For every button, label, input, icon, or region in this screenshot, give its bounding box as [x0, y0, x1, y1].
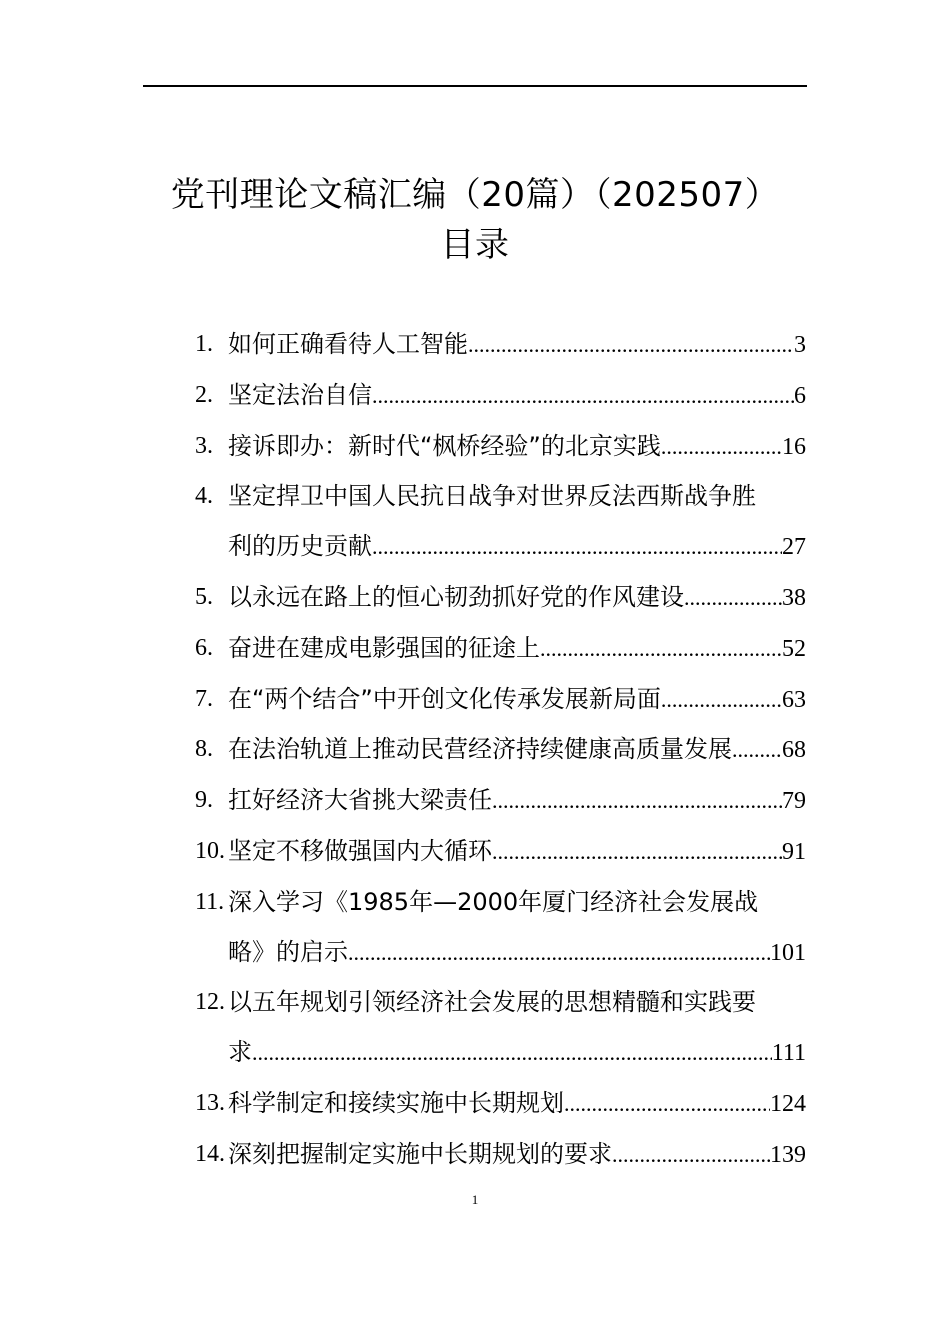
- toc-entry-number: 13.: [195, 1089, 225, 1116]
- dot-leader: [661, 422, 782, 472]
- toc-entry-title: 接诉即办：新时代“枫桥经验”的北京实践: [228, 431, 661, 460]
- toc-entry-page: 91: [782, 838, 806, 865]
- toc-entry-number: 9.: [195, 787, 213, 814]
- toc-entry-page: 111: [771, 1040, 806, 1067]
- dot-leader: [372, 522, 782, 572]
- toc-entry-number: 3.: [195, 432, 213, 459]
- toc-entry-number: 6.: [195, 634, 213, 661]
- toc-entry-number: 10.: [195, 837, 225, 864]
- toc-entry-title-line1: 以五年规划引领经济社会发展的思想精髓和实践要: [228, 988, 756, 1017]
- toc-entry-title-line1: 深入学习《1985年—2000年厦门经济社会发展战: [228, 887, 759, 916]
- toc-entry-number: 4.: [195, 483, 213, 510]
- toc-entry-number: 14.: [195, 1140, 225, 1167]
- toc-entry-title: 坚定法治自信: [228, 380, 372, 409]
- toc-entry[interactable]: [195, 371, 806, 422]
- toc-entry-title-line2: 求: [228, 1038, 252, 1067]
- dot-leader: [684, 573, 782, 623]
- toc-entry-number: 11.: [195, 888, 225, 915]
- toc-entry-page: 3: [794, 332, 806, 358]
- toc-entry[interactable]: [195, 1130, 806, 1181]
- toc-entry-number: 2.: [195, 381, 213, 408]
- toc-heading: 目录: [440, 225, 510, 265]
- toc-entry-page: 27: [782, 534, 806, 561]
- dot-leader: [468, 320, 794, 370]
- toc-entry-title: 科学制定和接续实施中长期规划: [228, 1088, 564, 1117]
- toc-entry-title: 以永远在路上的恒心韧劲抓好党的作风建设: [228, 582, 684, 611]
- toc-entry-title-line1: 坚定捍卫中国人民抗日战争对世界反法西斯战争胜: [228, 482, 756, 511]
- toc-entry[interactable]: [195, 573, 806, 624]
- toc-entry-page: 68: [782, 737, 806, 764]
- dot-leader: [492, 776, 782, 826]
- toc-entry[interactable]: [195, 878, 806, 979]
- toc-entry-title-line2: 利的历史贡献: [228, 532, 372, 561]
- dot-leader: [540, 624, 782, 674]
- toc-entry[interactable]: [195, 1079, 806, 1130]
- toc-entry[interactable]: [195, 320, 806, 371]
- toc-entry-number: 5.: [195, 583, 213, 610]
- toc-entry-page: 124: [770, 1090, 806, 1117]
- toc-entry-number: 1.: [195, 331, 213, 357]
- toc-entry[interactable]: [195, 422, 806, 473]
- dot-leader: [372, 371, 794, 421]
- dot-leader: [661, 675, 782, 725]
- header-rule: [143, 85, 807, 87]
- toc-entry-number: 7.: [195, 685, 213, 712]
- dot-leader: [612, 1130, 770, 1180]
- toc-entry[interactable]: [195, 725, 806, 776]
- toc-entry-page: 16: [782, 433, 806, 460]
- dot-leader: [348, 928, 770, 978]
- table-of-contents: [195, 320, 806, 1181]
- toc-entry[interactable]: [195, 827, 806, 878]
- dot-leader: [252, 1028, 772, 1078]
- toc-entry-page: 101: [770, 939, 806, 966]
- toc-entry-title: 在法治轨道上推动民营经济持续健康高质量发展: [228, 735, 732, 764]
- document-title: 党刊理论文稿汇编（20篇）（202507）: [170, 175, 780, 215]
- toc-entry[interactable]: [195, 472, 806, 573]
- toc-entry[interactable]: [195, 776, 806, 827]
- toc-entry-page: 6: [794, 382, 806, 409]
- toc-entry-page: 63: [782, 686, 806, 713]
- toc-entry-title: 在“两个结合”中开创文化传承发展新局面: [228, 684, 661, 713]
- dot-leader: [564, 1079, 770, 1129]
- toc-entry-title: 如何正确看待人工智能: [228, 330, 468, 358]
- dot-leader: [492, 827, 782, 877]
- toc-entry-page: 139: [770, 1141, 806, 1168]
- toc-entry-title: 深刻把握制定实施中长期规划的要求: [228, 1139, 612, 1168]
- toc-entry-title: 扛好经济大省挑大梁责任: [228, 786, 492, 815]
- toc-entry-page: 52: [782, 635, 806, 662]
- toc-entry-number: 8.: [195, 736, 213, 763]
- toc-entry-title-line2: 略》的启示: [228, 937, 348, 966]
- toc-entry-page: 79: [782, 788, 806, 815]
- toc-entry[interactable]: [195, 675, 806, 726]
- toc-entry-page: 38: [782, 584, 806, 611]
- toc-entry[interactable]: [195, 624, 806, 675]
- dot-leader: [732, 725, 782, 775]
- toc-entry[interactable]: [195, 978, 806, 1079]
- footer-page-number: 1: [471, 1192, 479, 1207]
- toc-entry-title: 坚定不移做强国内大循环: [228, 836, 492, 865]
- toc-entry-title: 奋进在建成电影强国的征途上: [228, 633, 540, 662]
- toc-entry-number: 12.: [195, 989, 225, 1016]
